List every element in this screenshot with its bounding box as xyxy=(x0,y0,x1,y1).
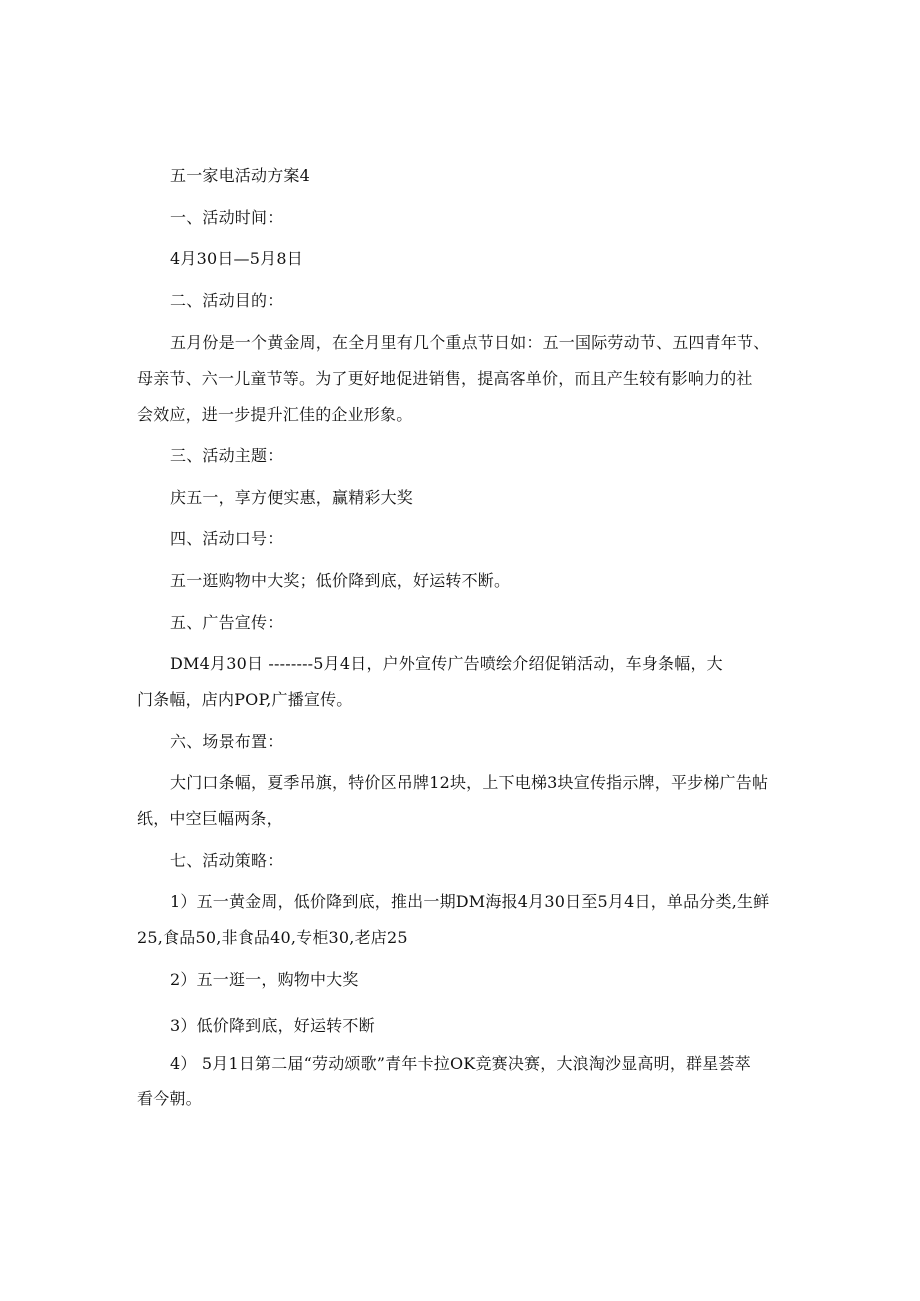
activity-time: 4月30日—5月8日 xyxy=(170,249,303,268)
strategy-item-2: 2）五一逛一，购物中大奖 xyxy=(170,970,359,989)
section-heading-purpose: 二、活动目的： xyxy=(170,291,284,310)
activity-slogan: 五一逛购物中大奖；低价降到底，好运转不断。 xyxy=(170,571,511,590)
section-heading-time: 一、活动时间： xyxy=(170,208,284,227)
purpose-line-3: 会效应，进一步提升汇佳的企业形象。 xyxy=(137,405,413,424)
purpose-line-2: 母亲节、六一儿童节等。为了更好地促进销售，提高客单价，而且产生较有影响力的社 xyxy=(137,369,753,388)
section-heading-scene: 六、场景布置： xyxy=(170,732,284,751)
strategy-item-1-line-1: 1）五一黄金周，低价降到底，推出一期DM海报4月30日至5月4日，单品分类,生鲜 xyxy=(170,892,770,911)
advertising-line-2: 门条幅，店内POP,广播宣传。 xyxy=(137,690,353,709)
purpose-line-1: 五月份是一个黄金周，在全月里有几个重点节日如：五一国际劳动节、五四青年节、 xyxy=(170,333,770,352)
scene-line-2: 纸，中空巨幅两条， xyxy=(137,809,283,828)
strategy-item-1-line-2: 25,食品50,非食品40,专柜30,老店25 xyxy=(137,928,408,947)
scene-line-1: 大门口条幅，夏季吊旗，特价区吊牌12块，上下电梯3块宣传指示牌，平步梯广告帖 xyxy=(170,773,769,792)
section-heading-advertising: 五、广告宣传： xyxy=(170,613,284,632)
strategy-item-4-line-2: 看今朝。 xyxy=(137,1089,202,1108)
strategy-item-3: 3）低价降到底，好运转不断 xyxy=(170,1016,375,1035)
section-heading-theme: 三、活动主题： xyxy=(170,446,284,465)
strategy-item-4-line-1: 4） 5月1日第二届“劳动颂歌”青年卡拉OK竞赛决赛，大浪淘沙显高明，群星荟萃 xyxy=(170,1054,751,1073)
section-heading-strategy: 七、活动策略： xyxy=(170,851,284,870)
advertising-line-1: DM4月30日 --------5月4日，户外宣传广告喷绘介绍促销活动，车身条幅，大 xyxy=(170,654,723,673)
activity-theme: 庆五一，享方便实惠，赢精彩大奖 xyxy=(170,488,414,507)
document-title: 五一家电活动方案4 xyxy=(170,166,310,185)
section-heading-slogan: 四、活动口号： xyxy=(170,529,284,548)
